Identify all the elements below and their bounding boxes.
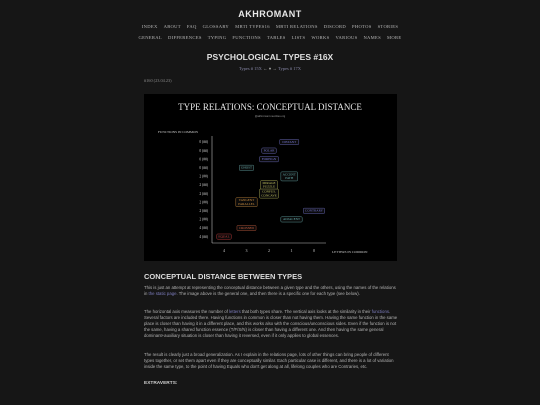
- x-ticks: [223, 248, 315, 253]
- relation-label: PATH: [285, 176, 294, 181]
- nav-item-discord[interactable]: DISCORD: [323, 24, 346, 29]
- y-tick-label: 0 (##): [199, 148, 208, 153]
- relation-label: GHOST: [241, 165, 252, 170]
- p2-text-a: The horizontal axis measures the number of: [144, 309, 230, 314]
- site-title[interactable]: AKHROMANT: [238, 9, 302, 19]
- y-tick-label: 4 (##): [199, 226, 208, 231]
- nav-item-index[interactable]: INDEX: [141, 24, 158, 29]
- y-tick-label: 0 (##): [199, 140, 208, 145]
- nav-item-mbti-relations[interactable]: MBTI RELATIONS: [275, 24, 318, 29]
- relation-point-distant: [280, 139, 299, 144]
- nav-item-stories[interactable]: STORIES: [377, 24, 399, 29]
- extraverts-heading: EXTRAVERTS:: [144, 381, 178, 386]
- relation-point-confus-concave: [259, 189, 278, 198]
- relation-points: [217, 139, 325, 239]
- nav-item-works[interactable]: WORKS: [311, 35, 330, 40]
- functions-link[interactable]: functions: [371, 309, 389, 314]
- relation-label: CONTRARY: [305, 208, 323, 213]
- section-heading: CONCEPTUAL DISTANCE BETWEEN TYPES: [144, 272, 303, 281]
- nav-secondary: [0, 35, 540, 40]
- page-title: PSYCHOLOGICAL TYPES #16X: [206, 52, 334, 62]
- nav-primary: [0, 24, 540, 29]
- p1-text-a: This is just an attempt at representing the conceptual distance between a given type and the others, using the names of the relations in: [144, 285, 396, 296]
- relation-label: POLAR: [263, 148, 275, 153]
- conceptual-distance-chart: [144, 94, 397, 261]
- relation-point-adjacent: [281, 217, 302, 222]
- intro-paragraph: [144, 285, 398, 297]
- p2-text-b: that both types share. The vertical axis looks at the similarity in their: [240, 309, 372, 314]
- relation-point-polar: [262, 148, 277, 153]
- nav-item-more[interactable]: MORE: [387, 35, 402, 40]
- nav-item-lists[interactable]: LISTS: [291, 35, 306, 40]
- chart-title: TYPE RELATIONS: CONCEPTUAL DISTANCE: [178, 102, 362, 112]
- x-tick-label: 3: [245, 248, 248, 253]
- relation-point-tangent-parallel: [236, 198, 257, 207]
- nav-item-names[interactable]: NAMES: [363, 35, 382, 40]
- static-page-link[interactable]: the static page: [148, 291, 177, 296]
- next-page-link[interactable]: Types # 17X: [278, 66, 301, 71]
- y-tick-label: 2 (##): [199, 209, 208, 213]
- prev-page-link[interactable]: Types # 15X: [238, 66, 262, 71]
- nav-item-photos[interactable]: PHOTOS: [351, 24, 372, 29]
- relation-point-equal: [217, 234, 232, 239]
- letters-link[interactable]: letters: [229, 309, 241, 314]
- nav-item-glossary[interactable]: GLOSSARY: [202, 24, 230, 29]
- relation-label: DISTANT: [282, 139, 297, 144]
- nav-item-differences[interactable]: DIFFERENCES: [168, 35, 202, 40]
- relation-label: ACCENT: [282, 172, 296, 177]
- y-tick-label: 0 (##): [199, 157, 208, 162]
- chart-subtitle: @akhromant.neocities.org: [254, 115, 286, 118]
- relation-label: FOREIGN: [261, 156, 277, 161]
- result-paragraph: The result is clearly just a broad generalization. As I explain in the relations page, lots of other things can bring people of different types together, or set them apart even if they are conceptually similar. Each particular case is different, and there is a lot of variation inside the same type, to the point of having Equals who don't get along at all, lifelong couples who are Contraries, etc.: [144, 352, 394, 369]
- relation-label: EQUAL: [218, 234, 230, 239]
- nav-item-tables[interactable]: TABLES: [266, 35, 286, 40]
- relation-label: ADJACENT: [282, 217, 301, 222]
- nav-item-functions[interactable]: FUNCTIONS: [232, 35, 261, 40]
- p2-text-c: . Several factors are included there. Having functions in common is closer than not having them. Having the same function in the same place is closer than having it in a different place, and this works also with the conscious/unconscious sides. Even if the function is not the same, having a shared function essence (T/F/S/N) is closer than having a different one. And then having the same general dominant+auxiliary situation is closer than having it reversed, even if it only applies to global essences.: [144, 309, 398, 338]
- y-axis-label: FUNCTIONS IN COMMON: [158, 130, 198, 134]
- nav-item-various[interactable]: VARIOUS: [335, 35, 358, 40]
- nav-item-typing[interactable]: TYPING: [207, 35, 227, 40]
- x-axis-label: LETTERS IN COMMON: [332, 250, 368, 254]
- relation-point-mirage-puzzle: [261, 180, 278, 189]
- post-id: #160 (23.04.23): [144, 78, 172, 83]
- x-tick-label: 1: [290, 248, 293, 253]
- relation-point-foreign: [259, 157, 278, 162]
- relation-label: CONCAVE: [261, 193, 277, 198]
- relation-label: PARALLEL: [238, 201, 255, 206]
- relation-label: MIRAGE: [262, 180, 276, 185]
- nav-item-faq[interactable]: FAQ: [186, 24, 197, 29]
- x-tick-label: 0: [313, 248, 315, 253]
- y-tick-label: 2 (##): [199, 217, 208, 222]
- nav-item-about[interactable]: ABOUT: [163, 24, 181, 29]
- relation-point-ghost: [239, 165, 254, 170]
- relation-label: PUZZLE: [262, 184, 276, 189]
- p1-text-b: . The image above is the general one, and then there is a specific one for each type (see below).: [176, 291, 360, 296]
- axes-paragraph: [144, 309, 398, 339]
- y-tick-label: 2 (##): [199, 174, 208, 179]
- y-tick-label: 2 (##): [199, 183, 208, 188]
- x-tick-label: 4: [223, 248, 225, 253]
- y-tick-label: 4 (##): [199, 234, 208, 239]
- relation-point-crossed: [237, 225, 256, 230]
- type-pagination: [0, 66, 540, 71]
- relation-label: CONFUS.: [262, 189, 276, 194]
- relation-point-accent-path: [281, 172, 298, 181]
- chart-svg: [144, 94, 397, 261]
- y-tick-label: 2 (##): [199, 191, 208, 196]
- x-tick-label: 2: [268, 248, 270, 253]
- pagination-arrows[interactable]: ← ● →: [263, 66, 278, 71]
- nav-item-mbti-types16[interactable]: MBTI TYPES16: [235, 24, 270, 29]
- y-tick-label: 0 (##): [199, 166, 208, 170]
- relation-label: CROSSED: [239, 225, 254, 230]
- y-ticks: [199, 140, 208, 239]
- relation-label: TANGENT: [238, 198, 255, 203]
- y-tick-label: 2 (##): [199, 200, 208, 205]
- nav-item-general[interactable]: GENERAL: [138, 35, 163, 40]
- relation-point-contrary: [303, 208, 324, 213]
